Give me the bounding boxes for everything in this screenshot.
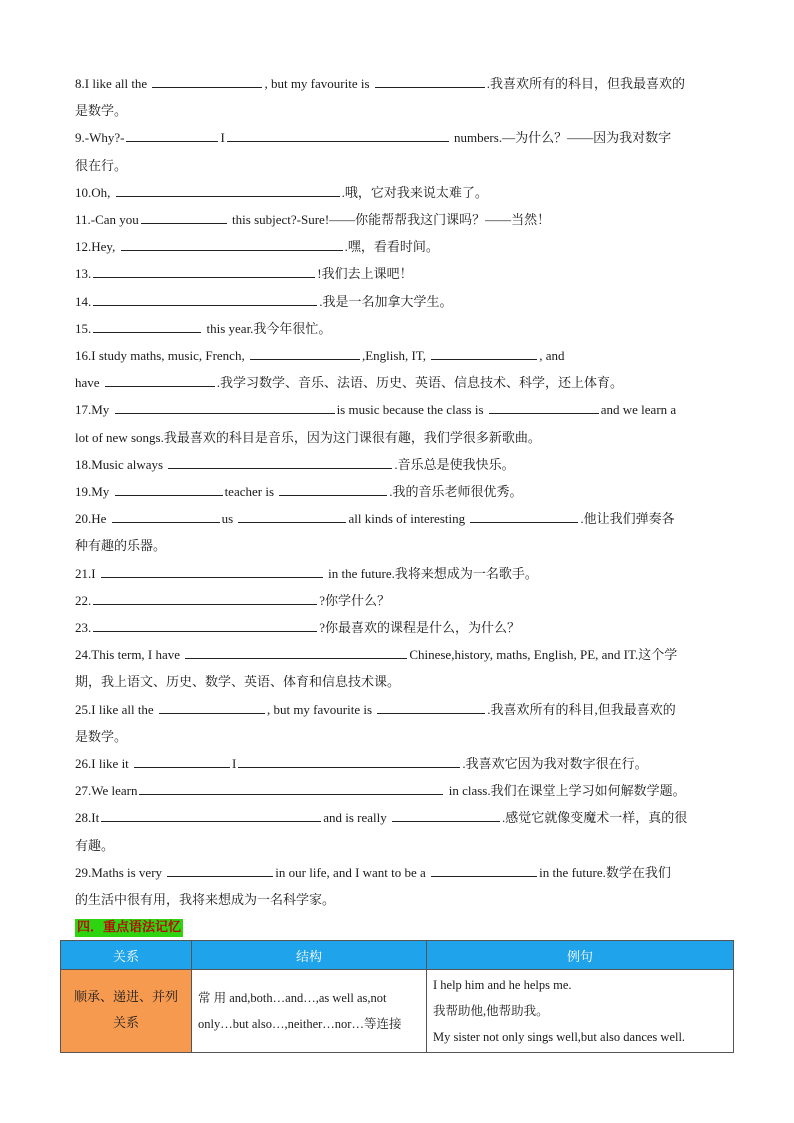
- example-text: 我帮助他,他帮助我。: [433, 1004, 549, 1018]
- answer-blank[interactable]: [141, 209, 227, 224]
- header-example: 例句: [427, 941, 734, 970]
- exercise-line: [75, 859, 725, 886]
- exercise-line: [75, 668, 725, 695]
- prompt-text: 24.This term, I have: [75, 647, 184, 663]
- answer-blank[interactable]: [168, 454, 392, 469]
- example-text: I help him and he helps me.: [433, 978, 572, 992]
- answer-blank[interactable]: [115, 481, 223, 496]
- header-relation: 关系: [61, 941, 192, 970]
- answer-blank[interactable]: [489, 399, 599, 414]
- answer-blank[interactable]: [115, 399, 335, 414]
- prompt-text: in the future.我将来想成为一名歌手。: [324, 565, 538, 581]
- prompt-text: teacher is: [224, 484, 278, 500]
- exercise-line: [75, 750, 725, 777]
- prompt-text: numbers.—为什么？——因为我对数字: [450, 130, 672, 146]
- exercise-line: [75, 369, 725, 396]
- prompt-text: 11.-Can you: [75, 212, 139, 228]
- prompt-text: 的生活中很有用，我将来想成为一名科学家。: [75, 892, 336, 908]
- prompt-text: 很在行。: [75, 157, 128, 173]
- prompt-text: 25.I like all the: [75, 701, 157, 717]
- answer-blank[interactable]: [185, 644, 407, 659]
- prompt-text: 27.We learn: [75, 783, 138, 799]
- exercise-line: [75, 97, 725, 124]
- prompt-text: .我喜欢所有的科目,但我最喜欢的: [487, 701, 676, 717]
- exercise-line: [75, 152, 725, 179]
- prompt-text: us: [221, 511, 237, 527]
- exercise-line: [75, 124, 725, 151]
- prompt-text: 16.I study maths, music, French,: [75, 348, 248, 364]
- prompt-text: this subject?-Sure!——你能帮帮我这门课吗？——当然！: [228, 212, 551, 228]
- exercise-line: [75, 206, 725, 233]
- header-structure: 结构: [192, 941, 427, 970]
- prompt-text: in class.我们在课堂上学习如何解数学题。: [445, 783, 686, 799]
- prompt-text: 8.I like all the: [75, 76, 148, 91]
- prompt-text: 18.Music always: [75, 456, 167, 472]
- exercise-line: [75, 614, 725, 641]
- prompt-text: .感觉它就像变魔术一样，真的很: [502, 810, 688, 826]
- prompt-text: !我们去上课吧！: [317, 266, 413, 282]
- prompt-text: 10.Oh,: [75, 184, 114, 200]
- prompt-text: 28.It: [75, 810, 100, 826]
- prompt-text: 是数学。: [75, 728, 128, 744]
- prompt-text: .我喜欢它因为我对数字很在行。: [462, 756, 648, 772]
- answer-blank[interactable]: [238, 508, 346, 523]
- exercise-line: [75, 777, 725, 804]
- answer-blank[interactable]: [392, 807, 500, 822]
- answer-blank[interactable]: [101, 563, 323, 578]
- structure-cell: [192, 970, 427, 1053]
- prompt-text: lot of new songs.我最喜欢的科目是音乐，因为这门课很有趣，我们学很多新歌曲。: [75, 429, 541, 445]
- structure-text: 常 用 and,both…and…,as well as,not: [198, 991, 387, 1005]
- exercise-list: [75, 70, 725, 937]
- answer-blank[interactable]: [116, 182, 340, 197]
- exercise-line: [75, 505, 725, 532]
- exercise-line: [75, 288, 725, 315]
- table-header-row: [61, 941, 734, 970]
- prompt-text: have: [75, 375, 103, 391]
- answer-blank[interactable]: [377, 699, 485, 714]
- exercise-line: [75, 587, 725, 614]
- prompt-text: is music because the class is: [336, 402, 487, 418]
- prompt-text: 期，我上语文、历史、数学、英语、体育和信息技术课。: [75, 674, 401, 690]
- example-cell: [427, 970, 734, 1053]
- exercise-line: [75, 886, 725, 913]
- prompt-text: 15.: [75, 320, 92, 336]
- prompt-text: 26.I like it: [75, 756, 133, 772]
- section-heading: 四．重点语法记忆: [77, 920, 182, 936]
- exercise-line: [75, 832, 725, 859]
- answer-blank[interactable]: [134, 753, 230, 768]
- answer-blank[interactable]: [93, 318, 201, 333]
- prompt-text: .我喜欢所有的科目，但我最喜欢的: [486, 76, 686, 91]
- exercise-line: [75, 342, 725, 369]
- prompt-text: 21.I: [75, 565, 99, 581]
- prompt-text: ,English, IT,: [361, 348, 430, 364]
- prompt-text: 29.Maths is very: [75, 864, 166, 880]
- answer-blank[interactable]: [159, 699, 265, 714]
- answer-blank[interactable]: [470, 508, 578, 523]
- answer-blank[interactable]: [431, 862, 537, 877]
- prompt-text: 13.: [75, 266, 92, 282]
- prompt-text: 是数学。: [75, 103, 128, 119]
- exercise-line: [75, 532, 725, 559]
- answer-blank[interactable]: [375, 73, 485, 88]
- answer-blank[interactable]: [279, 481, 387, 496]
- prompt-text: 23.: [75, 620, 92, 636]
- exercise-line: [75, 560, 725, 587]
- exercise-line: [75, 478, 725, 505]
- answer-blank[interactable]: [105, 372, 215, 387]
- prompt-text: 12.Hey,: [75, 239, 119, 255]
- prompt-text: this year.我今年很忙。: [203, 320, 332, 336]
- answer-blank[interactable]: [93, 617, 317, 632]
- grammar-table: [60, 940, 734, 1053]
- prompt-text: ?你学什么？: [319, 592, 391, 608]
- relation-text: 顺承、递进、并列: [73, 990, 178, 1005]
- exercise-line: [75, 396, 725, 423]
- answer-blank[interactable]: [121, 236, 343, 251]
- prompt-text: 22.: [75, 592, 92, 608]
- prompt-text: , but my favourite is: [266, 701, 376, 717]
- answer-blank[interactable]: [93, 263, 315, 278]
- prompt-text: all kinds of interesting: [348, 511, 469, 527]
- answer-blank[interactable]: [152, 73, 262, 88]
- answer-blank[interactable]: [227, 127, 449, 142]
- answer-blank[interactable]: [101, 807, 321, 822]
- prompt-text: 种有趣的乐器。: [75, 538, 167, 554]
- example-text: My sister not only sings well,but also dances well.: [433, 1030, 686, 1044]
- prompt-text: I: [232, 756, 237, 772]
- prompt-text: , but my favourite is: [264, 76, 370, 91]
- prompt-text: .我是一名加拿大学生。: [319, 293, 453, 309]
- prompt-text: 17.My: [75, 402, 113, 418]
- prompt-text: .他让我们弹奏各: [580, 511, 675, 527]
- exercise-line: [75, 179, 725, 206]
- answer-blank[interactable]: [238, 753, 460, 768]
- prompt-text: .我的音乐老师很优秀。: [389, 484, 523, 500]
- answer-blank[interactable]: [431, 345, 537, 360]
- prompt-text: in the future.数学在我们: [539, 864, 671, 880]
- relation-text: 关系: [112, 1016, 139, 1031]
- prompt-text: ?你最喜欢的课程是什么，为什么？: [319, 620, 521, 636]
- answer-blank[interactable]: [112, 508, 220, 523]
- prompt-text: .哦，它对我来说太难了。: [341, 184, 488, 200]
- answer-blank[interactable]: [250, 345, 360, 360]
- exercise-line: [75, 70, 725, 97]
- exercise-line: [75, 260, 725, 287]
- prompt-text: I: [220, 130, 225, 146]
- prompt-text: and we learn a: [600, 402, 677, 418]
- prompt-text: .我学习数学、音乐、法语、历史、英语、信息技术、科学，还上体育。: [216, 375, 624, 391]
- exercise-line: [75, 451, 725, 478]
- exercise-line: [75, 696, 725, 723]
- prompt-text: 19.My: [75, 484, 113, 500]
- exercise-line: [75, 641, 725, 668]
- prompt-text: .嘿，看看时间。: [344, 239, 439, 255]
- answer-blank[interactable]: [139, 780, 443, 795]
- exercise-line: [75, 804, 725, 831]
- prompt-text: and is really: [323, 810, 390, 826]
- prompt-text: .音乐总是使我快乐。: [394, 456, 515, 472]
- prompt-text: 20.He: [75, 511, 110, 527]
- answer-blank[interactable]: [167, 862, 273, 877]
- exercise-line: [75, 233, 725, 260]
- answer-blank[interactable]: [93, 291, 317, 306]
- prompt-text: 有趣。: [75, 837, 115, 853]
- prompt-text: 9.-Why?-: [75, 130, 125, 146]
- exercise-line: [75, 723, 725, 750]
- answer-blank[interactable]: [126, 127, 218, 142]
- prompt-text: , and: [539, 348, 565, 364]
- exercise-line: [75, 315, 725, 342]
- prompt-text: 14.: [75, 293, 92, 309]
- answer-blank[interactable]: [93, 590, 317, 605]
- structure-text: only…but also…,neither…nor…等连接: [198, 1017, 402, 1031]
- prompt-text: Chinese,history, maths, English, PE, and IT.这个学: [409, 647, 678, 663]
- table-row: [61, 970, 734, 1053]
- relation-cell: [61, 970, 192, 1053]
- prompt-text: in our life, and I want to be a: [275, 864, 430, 880]
- exercise-line: [75, 424, 725, 451]
